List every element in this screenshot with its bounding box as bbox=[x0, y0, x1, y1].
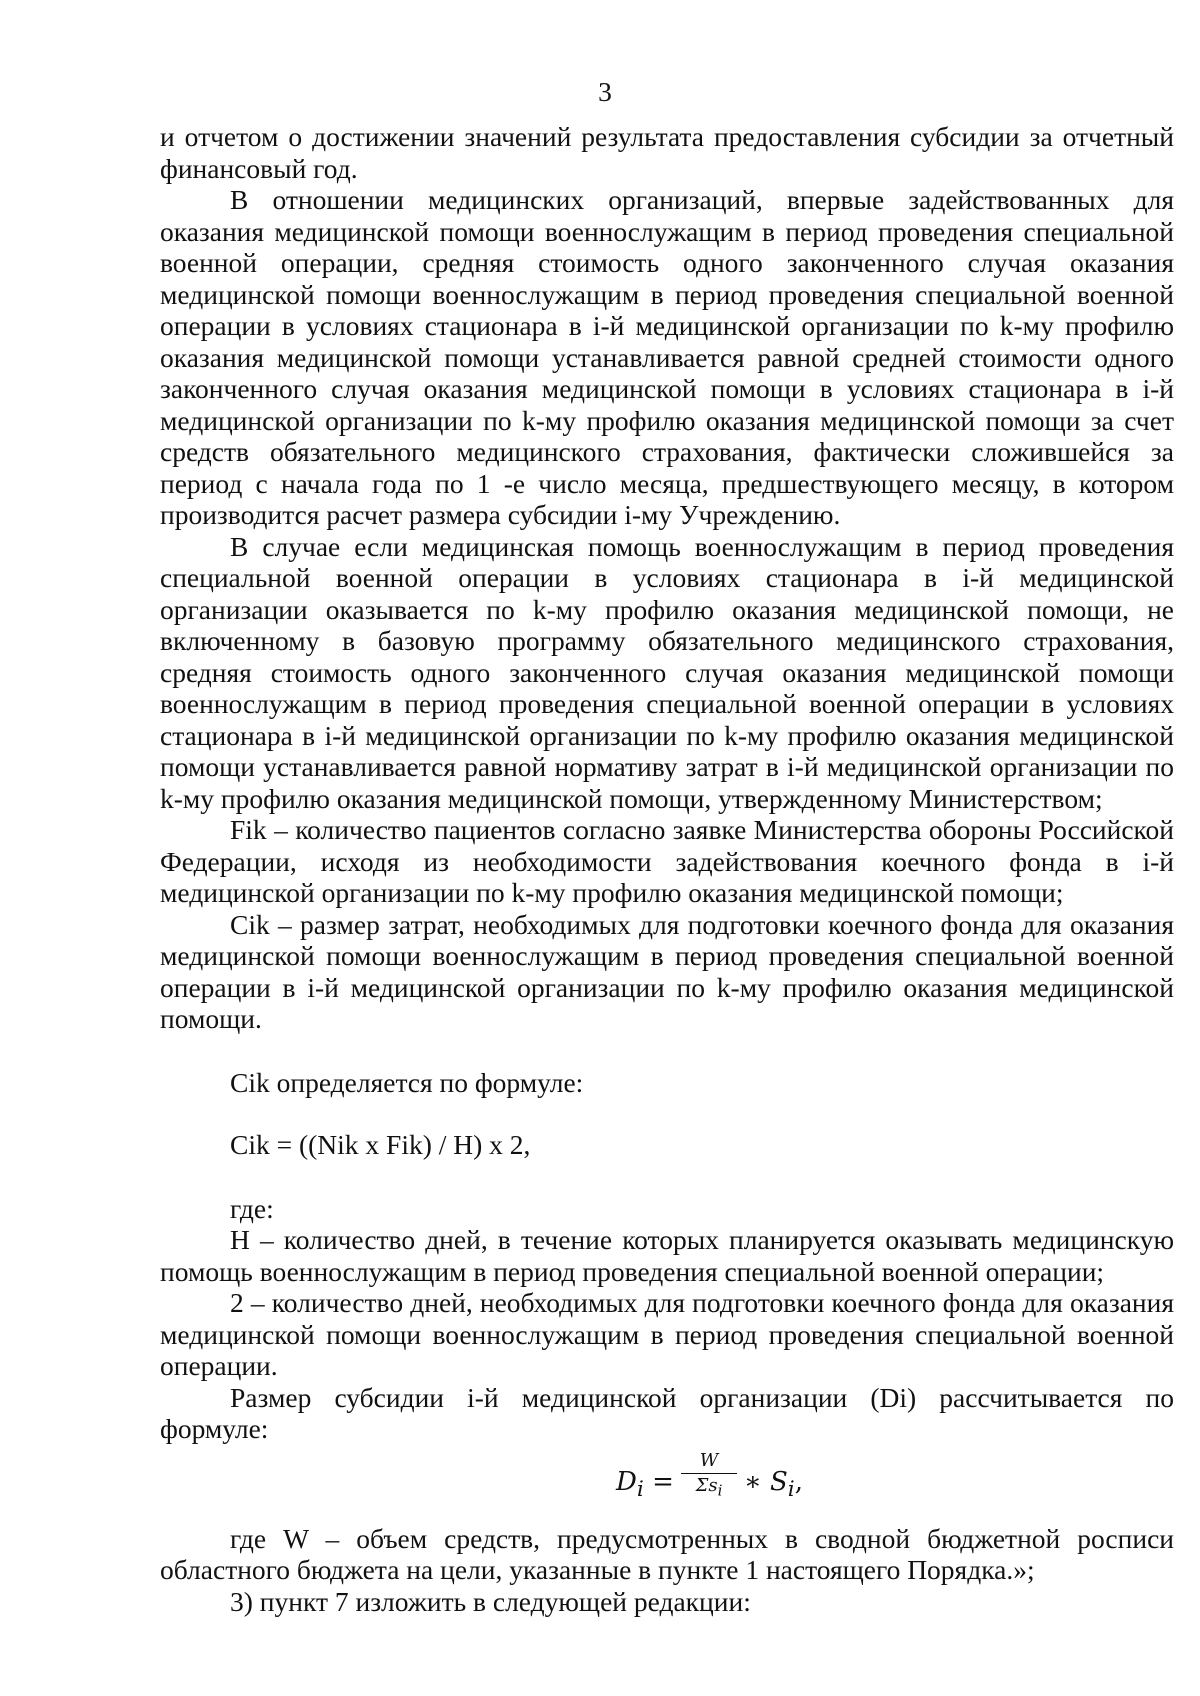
paragraph-item-7: 3) пункт 7 изложить в следующей редакции: bbox=[230, 1585, 751, 1617]
paragraph-continuation: и отчетом о достижении значений результата предоставления субсидии за отчетный финансовый год. bbox=[160, 121, 1174, 184]
page-number: 3 bbox=[598, 76, 612, 107]
paragraph-fik-definition: Fik – количество пациентов согласно заявке Министерства обороны Российской Федерации, исходя из необходимости задействования коечного фонда в i-й медицинской организации по k-му профилю оказания медицинской помощи; bbox=[160, 814, 1174, 908]
where-label: где: bbox=[230, 1192, 274, 1224]
paragraph-cik-definition: Cik – размер затрат, необходимых для подготовки коечного фонда для оказания медицинской помощи военнослужащим в период проведения специальной военной операции в i-й медицинской организации по k-му профилю оказания медицинской помощи. bbox=[160, 908, 1174, 1034]
formula-numerator: W bbox=[681, 1451, 737, 1474]
paragraph-two-days-definition: 2 – количество дней, необходимых для подготовки коечного фонда для оказания медицинской помощи военнослужащим в период проведения специальной военной операции. bbox=[160, 1287, 1174, 1381]
paragraph-new-organizations: В отношении медицинских организаций, впервые задействованных для оказания медицинской помощи военнослужащим в период проведения специальной военной операции, средняя стоимость одного законченного случая оказания медицинской помощи военнослужащим в период проведения специальной военной операции в условиях стационара в i-й медицинской организации по k-му профилю оказания медицинской помощи устанавливается равной средней стоимости одного законченного случая оказания медицинской помощи в условиях стационара в i-й медицинской организации по k-му профилю оказания медицинской помощи за счет средств обязательного медицинского страхования, фактически сложившейся за период с начала года по 1 -е число месяца, предшествующего месяцу, в котором производится расчет размера субсидии i-му Учреждению. bbox=[160, 184, 1174, 530]
spacer bbox=[160, 1098, 1174, 1129]
paragraph-h-definition: Н – количество дней, в течение которых планируется оказывать медицинскую помощь военнослужащим в период проведения специальной военной операции; bbox=[160, 1224, 1174, 1287]
cik-formula: Cik = ((Nik x Fik) / H) x 2, bbox=[230, 1129, 531, 1160]
paragraph-subsidy-formula-intro: Размер субсидии i-й медицинской организации (Di) рассчитывается по формуле: bbox=[160, 1381, 1174, 1444]
subsidy-formula bbox=[160, 1445, 1174, 1523]
formula-rhs: ∗ $S_i$, bbox=[744, 1466, 803, 1502]
document-body bbox=[160, 121, 1174, 1617]
paragraph-w-definition: где W – объем средств, предусмотренных в сводной бюджетной росписи областного бюджета на цели, указанные в пункте 1 настоящего Порядка.»; bbox=[160, 1522, 1174, 1585]
formula-fraction bbox=[681, 1451, 737, 1501]
spacer bbox=[160, 1035, 1174, 1067]
paragraph-non-base-program: В случае если медицинская помощь военнослужащим в период проведения специальной военной операции в условиях стационара в i-й медицинской организации оказывается по k-му профилю оказания медицинской помощи, не включенному в базовую программу обязательного медицинского страхования, средняя стоимость одного законченного случая оказания медицинской помощи военнослужащим в период проведения специальной военной операции в условиях стационара в i-й медицинской организации по k-му профилю оказания медицинской помощи устанавливается равной нормативу затрат в i-й медицинской организации по k-му профилю оказания медицинской помощи, утвержденному Министерством; bbox=[160, 530, 1174, 814]
cik-formula-intro: Cik определяется по формуле: bbox=[230, 1066, 584, 1098]
spacer bbox=[160, 1161, 1174, 1193]
formula-lhs: $D_i$ = bbox=[616, 1466, 674, 1502]
formula-denominator: $\Sigma s_i$ bbox=[695, 1474, 723, 1500]
